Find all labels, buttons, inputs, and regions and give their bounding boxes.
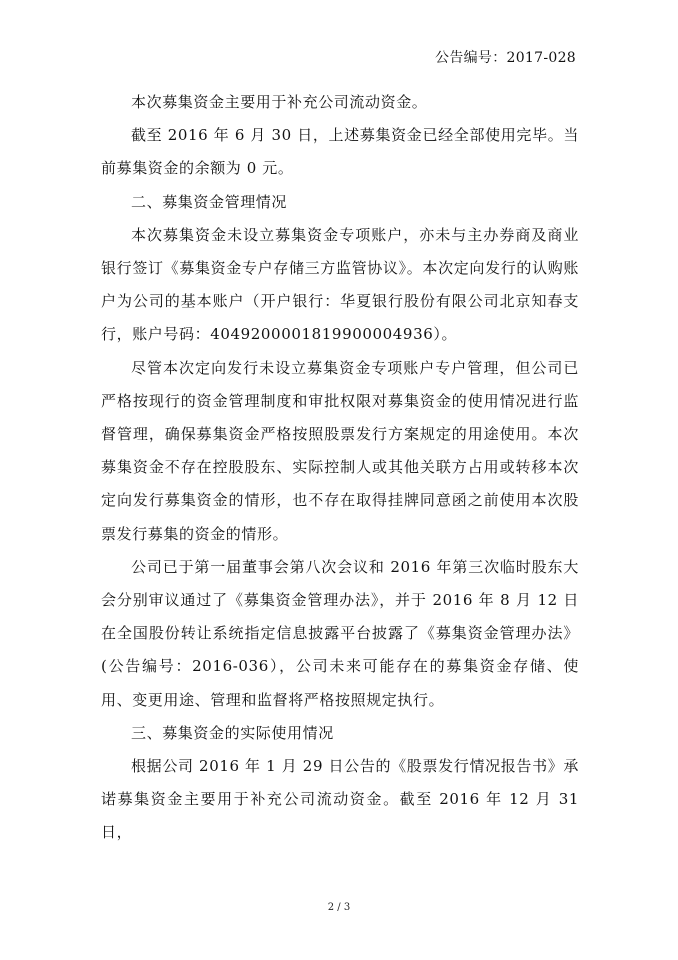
paragraph-funds-balance: 截至 2016 年 6 月 30 日，上述募集资金已经全部使用完毕。当前募集资金的余额为 0 元。 [101,126,579,178]
paragraph-funds-purpose: 本次募集资金主要用于补充公司流动资金。 [131,93,428,111]
paragraph-supervision: 尽管本次定向发行未设立募集资金专项账户专户管理，但公司已严格按现行的资金管理制度和审批权限对募集资金的使用情况进行监督管理，确保募集资金严格按照股票发行方案规定的用途使用。本次募集资金不存在控股股东、实际控制人或其他关联方占用或转移本次定向发行募集资金的情形，也不存在取得挂牌同意函之前使用本次股票发行募集的资金的情形。 [101,358,579,543]
paragraph-account-info: 本次募集资金未设立募集资金专项账户，亦未与主办券商及商业银行签订《募集资金专户存储三方监管协议》。本次定向发行的认购账户为公司的基本账户（开户银行：华夏银行股份有限公司北京知春支行，账户号码：4049200001819900004936）。 [101,225,579,344]
announcement-code: 公告编号：2017-028 [435,50,576,66]
page-number: 2 / 3 [327,902,351,913]
document-body [101,86,579,850]
paragraph-management-rules: 公司已于第一届董事会第八次会议和 2016 年第三次临时股东大会分别审议通过了《募集资金管理办法》，并于 2016 年 8 月 12 日在全国股份转让系统指定信息披露平台披露了《募集资金管理办法》(公告编号：2016-036），公司未来可能存在的募集资金存储、使用、变更用途、管理和监督将严格按照规定执行。 [101,557,579,709]
paragraph-usage-commitment: 根据公司 2016 年 1 月 29 日公告的《股票发行情况报告书》承诺募集资金主要用于补充公司流动资金。截至 2016 年 12 月 31 日， [101,757,579,842]
section-heading-management: 二、募集资金管理情况 [131,192,288,211]
section-heading-actual-usage: 三、募集资金的实际使用情况 [131,723,334,742]
